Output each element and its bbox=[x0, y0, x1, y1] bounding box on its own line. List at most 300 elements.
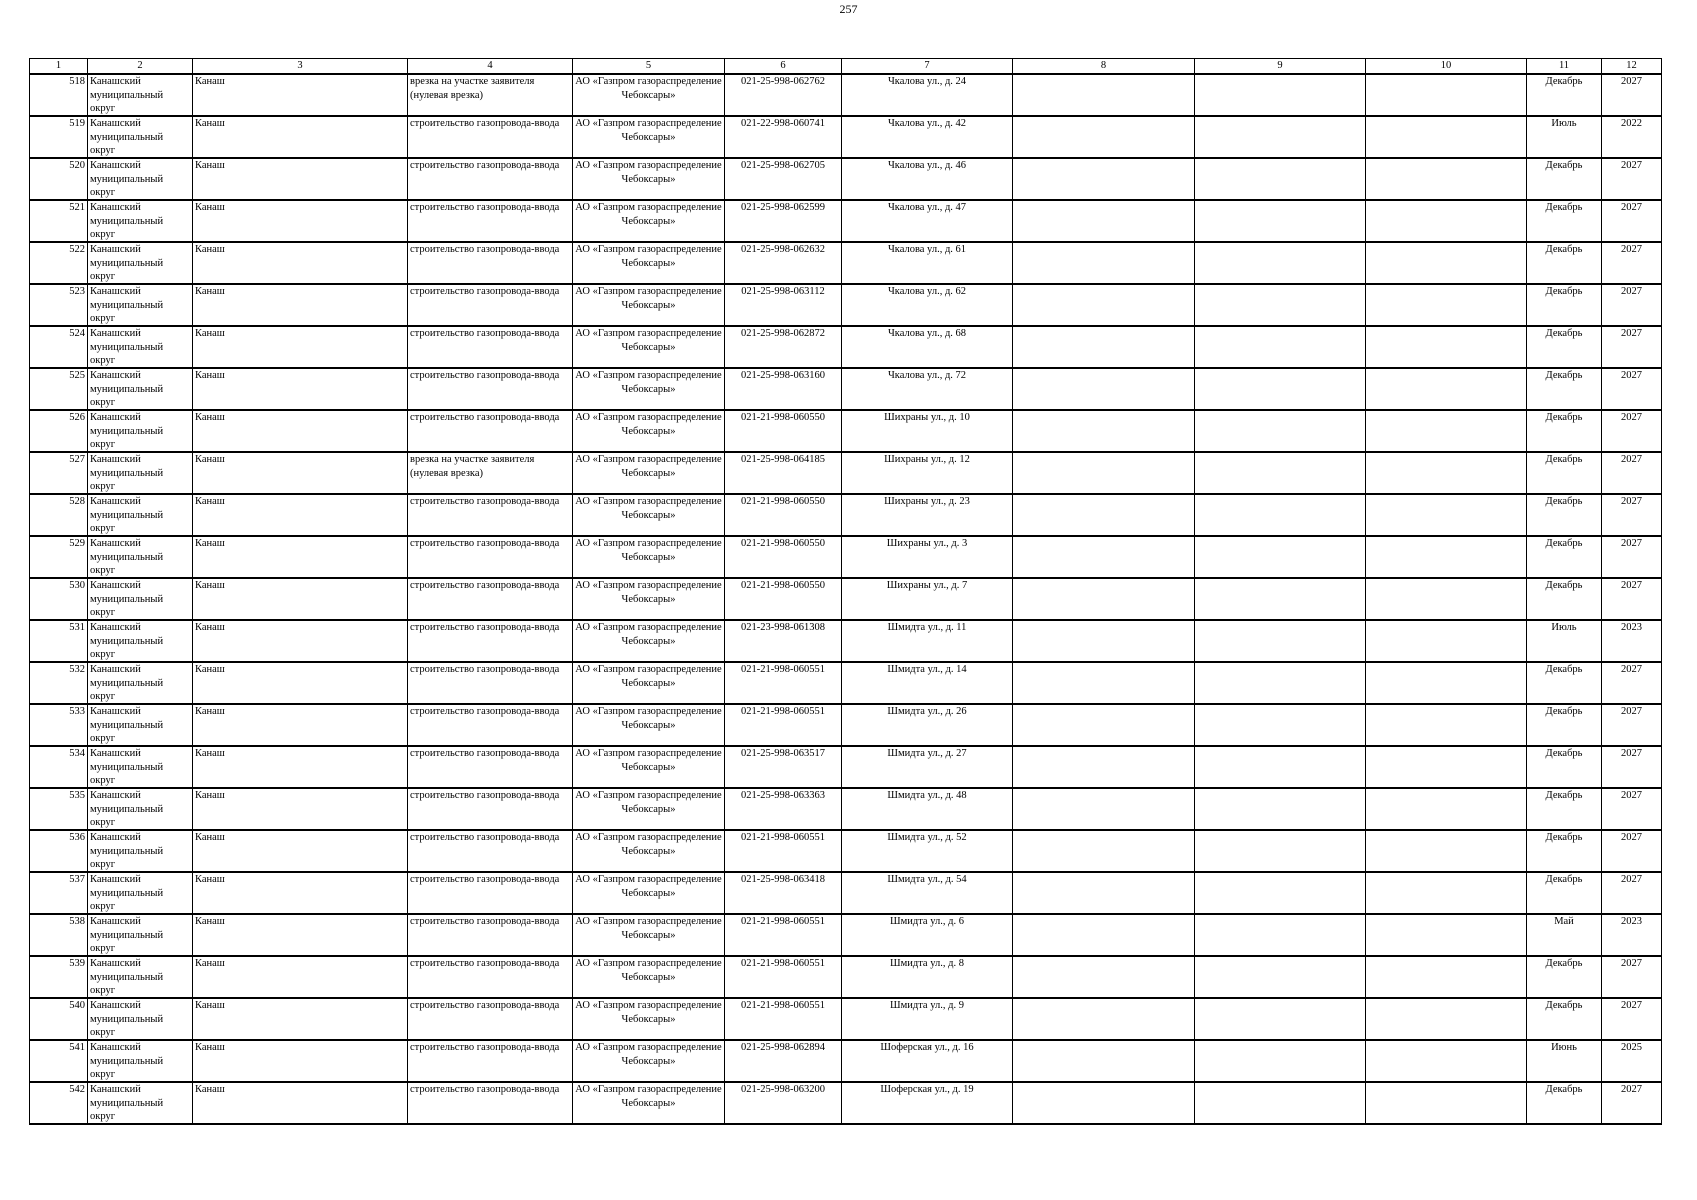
city-cell bbox=[193, 788, 408, 830]
code-cell bbox=[725, 452, 842, 494]
district-cell bbox=[88, 998, 193, 1040]
empty-cell-text bbox=[1368, 621, 1524, 661]
address-cell bbox=[842, 284, 1013, 326]
city-cell bbox=[193, 998, 408, 1040]
city-cell-text: Канаш bbox=[195, 328, 225, 339]
table-row bbox=[30, 956, 1662, 998]
empty-cell bbox=[1195, 494, 1366, 536]
work-type-cell-text: строительство газопровода-ввода bbox=[410, 370, 560, 381]
empty-cell-text bbox=[1368, 159, 1524, 199]
year-cell bbox=[1602, 368, 1662, 410]
organization-cell-text: АО «Газпром газораспределение Чебоксары» bbox=[575, 328, 722, 353]
city-cell-text: Канаш bbox=[195, 538, 225, 549]
work-type-cell-text: строительство газопровода-ввода bbox=[410, 1042, 560, 1053]
month-cell-text: Декабрь bbox=[1545, 328, 1583, 339]
empty-cell bbox=[1366, 368, 1527, 410]
month-cell bbox=[1527, 158, 1602, 200]
organization-cell-text: АО «Газпром газораспределение Чебоксары» bbox=[575, 916, 722, 941]
city-cell-text: Канаш bbox=[195, 748, 225, 759]
empty-cell bbox=[1195, 452, 1366, 494]
code-cell-text: 021-23-998-061308 bbox=[741, 622, 825, 633]
empty-cell bbox=[1013, 704, 1195, 746]
month-cell bbox=[1527, 1082, 1602, 1124]
district-cell-text: Канашский муниципальный округ bbox=[90, 202, 164, 241]
month-cell bbox=[1527, 284, 1602, 326]
empty-cell bbox=[1013, 200, 1195, 242]
district-cell bbox=[88, 452, 193, 494]
empty-cell bbox=[1366, 788, 1527, 830]
organization-cell bbox=[573, 536, 725, 578]
district-cell-text: Канашский муниципальный округ bbox=[90, 664, 164, 703]
table-row bbox=[30, 116, 1662, 158]
organization-cell bbox=[573, 368, 725, 410]
empty-cell bbox=[1366, 536, 1527, 578]
empty-cell bbox=[1195, 746, 1366, 788]
year-cell-text: 2023 bbox=[1621, 622, 1642, 633]
city-cell bbox=[193, 662, 408, 704]
work-type-cell bbox=[408, 200, 573, 242]
year-cell bbox=[1602, 74, 1662, 116]
work-type-cell bbox=[408, 452, 573, 494]
row-number-cell-text: 523 bbox=[69, 286, 85, 297]
empty-cell bbox=[1366, 326, 1527, 368]
month-cell bbox=[1527, 578, 1602, 620]
address-cell bbox=[842, 872, 1013, 914]
empty-cell-text bbox=[1368, 453, 1524, 493]
code-cell-text: 021-25-998-063363 bbox=[741, 790, 825, 801]
organization-cell bbox=[573, 410, 725, 452]
year-cell bbox=[1602, 1082, 1662, 1124]
month-cell-text: Декабрь bbox=[1545, 454, 1583, 465]
month-cell bbox=[1527, 326, 1602, 368]
address-cell bbox=[842, 368, 1013, 410]
table-row bbox=[30, 158, 1662, 200]
row-number-cell bbox=[30, 284, 88, 326]
month-cell bbox=[1527, 662, 1602, 704]
empty-cell bbox=[1013, 578, 1195, 620]
district-cell-text: Канашский муниципальный округ bbox=[90, 1042, 164, 1081]
empty-cell-text bbox=[1015, 117, 1192, 157]
row-number-cell bbox=[30, 914, 88, 956]
empty-cell-text bbox=[1015, 705, 1192, 745]
row-number-cell-text: 538 bbox=[69, 916, 85, 927]
city-cell bbox=[193, 242, 408, 284]
address-cell bbox=[842, 536, 1013, 578]
empty-cell-text bbox=[1015, 579, 1192, 619]
table-row bbox=[30, 536, 1662, 578]
city-cell-text: Канаш bbox=[195, 664, 225, 675]
city-cell-text: Канаш bbox=[195, 958, 225, 969]
row-number-cell bbox=[30, 74, 88, 116]
month-cell-text: Декабрь bbox=[1545, 748, 1583, 759]
district-cell bbox=[88, 746, 193, 788]
month-cell-text: Декабрь bbox=[1545, 202, 1583, 213]
organization-cell bbox=[573, 704, 725, 746]
code-cell-text: 021-25-998-063200 bbox=[741, 1084, 825, 1095]
address-cell-text: Шмидта ул., д. 27 bbox=[887, 748, 967, 759]
city-cell bbox=[193, 620, 408, 662]
work-type-cell-text: строительство газопровода-ввода bbox=[410, 538, 560, 549]
year-cell-text: 2027 bbox=[1621, 454, 1642, 465]
row-number-cell-text: 526 bbox=[69, 412, 85, 423]
city-cell bbox=[193, 284, 408, 326]
month-cell bbox=[1527, 116, 1602, 158]
empty-cell-text bbox=[1197, 369, 1363, 409]
year-cell-text: 2027 bbox=[1621, 412, 1642, 423]
row-number-cell bbox=[30, 830, 88, 872]
empty-cell bbox=[1013, 662, 1195, 704]
empty-cell bbox=[1195, 536, 1366, 578]
year-cell bbox=[1602, 284, 1662, 326]
month-cell bbox=[1527, 410, 1602, 452]
row-number-cell bbox=[30, 494, 88, 536]
code-cell-text: 021-25-998-063418 bbox=[741, 874, 825, 885]
work-type-cell-text: строительство газопровода-ввода bbox=[410, 286, 560, 297]
empty-cell bbox=[1366, 200, 1527, 242]
month-cell bbox=[1527, 914, 1602, 956]
empty-cell bbox=[1366, 74, 1527, 116]
city-cell bbox=[193, 158, 408, 200]
empty-cell bbox=[1366, 578, 1527, 620]
city-cell bbox=[193, 956, 408, 998]
organization-cell bbox=[573, 578, 725, 620]
organization-cell-text: АО «Газпром газораспределение Чебоксары» bbox=[575, 664, 722, 689]
month-cell bbox=[1527, 746, 1602, 788]
month-cell-text: Декабрь bbox=[1545, 286, 1583, 297]
year-cell bbox=[1602, 116, 1662, 158]
city-cell-text: Канаш bbox=[195, 118, 225, 129]
organization-cell bbox=[573, 746, 725, 788]
district-cell bbox=[88, 1040, 193, 1082]
city-cell-text: Канаш bbox=[195, 244, 225, 255]
city-cell-text: Канаш bbox=[195, 622, 225, 633]
empty-cell-text bbox=[1197, 1041, 1363, 1081]
empty-cell-text bbox=[1197, 411, 1363, 451]
city-cell bbox=[193, 200, 408, 242]
city-cell-text: Канаш bbox=[195, 874, 225, 885]
district-cell bbox=[88, 200, 193, 242]
district-cell-text: Канашский муниципальный округ bbox=[90, 748, 164, 787]
city-cell-text: Канаш bbox=[195, 202, 225, 213]
month-cell-text: Декабрь bbox=[1545, 370, 1583, 381]
empty-cell-text bbox=[1368, 579, 1524, 619]
organization-cell bbox=[573, 1040, 725, 1082]
row-number-cell-text: 534 bbox=[69, 748, 85, 759]
empty-cell-text bbox=[1197, 915, 1363, 955]
month-cell bbox=[1527, 242, 1602, 284]
table-row bbox=[30, 704, 1662, 746]
row-number-cell-text: 521 bbox=[69, 202, 85, 213]
empty-cell bbox=[1366, 494, 1527, 536]
work-type-cell-text: врезка на участке заявителя (нулевая врезка) bbox=[410, 454, 535, 479]
empty-cell-text bbox=[1015, 159, 1192, 199]
organization-cell bbox=[573, 998, 725, 1040]
city-cell bbox=[193, 326, 408, 368]
empty-cell-text bbox=[1197, 999, 1363, 1039]
organization-cell-text: АО «Газпром газораспределение Чебоксары» bbox=[575, 790, 722, 815]
empty-cell bbox=[1366, 410, 1527, 452]
city-cell-text: Канаш bbox=[195, 580, 225, 591]
month-cell bbox=[1527, 200, 1602, 242]
empty-cell-text bbox=[1197, 579, 1363, 619]
district-cell-text: Канашский муниципальный округ bbox=[90, 1000, 164, 1039]
year-cell bbox=[1602, 158, 1662, 200]
address-cell bbox=[842, 998, 1013, 1040]
empty-cell-text bbox=[1197, 285, 1363, 325]
district-cell bbox=[88, 956, 193, 998]
empty-cell bbox=[1013, 158, 1195, 200]
empty-cell-text bbox=[1197, 705, 1363, 745]
address-cell-text: Шихраны ул., д. 12 bbox=[884, 454, 970, 465]
empty-cell bbox=[1195, 410, 1366, 452]
empty-cell-text bbox=[1368, 327, 1524, 367]
empty-cell-text bbox=[1368, 117, 1524, 157]
empty-cell bbox=[1195, 704, 1366, 746]
empty-cell-text bbox=[1368, 243, 1524, 283]
address-cell bbox=[842, 494, 1013, 536]
row-number-cell bbox=[30, 578, 88, 620]
empty-cell bbox=[1366, 452, 1527, 494]
year-cell-text: 2022 bbox=[1621, 118, 1642, 129]
district-cell-text: Канашский муниципальный округ bbox=[90, 622, 164, 661]
address-cell-text: Чкалова ул., д. 61 bbox=[887, 244, 967, 255]
district-cell bbox=[88, 410, 193, 452]
empty-cell bbox=[1366, 956, 1527, 998]
table-row bbox=[30, 872, 1662, 914]
district-cell-text: Канашский муниципальный округ bbox=[90, 580, 164, 619]
empty-cell bbox=[1013, 1040, 1195, 1082]
row-number-cell-text: 520 bbox=[69, 160, 85, 171]
work-type-cell-text: строительство газопровода-ввода bbox=[410, 580, 560, 591]
address-cell-text: Шихраны ул., д. 3 bbox=[886, 538, 968, 549]
empty-cell bbox=[1366, 284, 1527, 326]
month-cell-text: Декабрь bbox=[1545, 244, 1583, 255]
code-cell bbox=[725, 998, 842, 1040]
empty-cell-text bbox=[1197, 201, 1363, 241]
empty-cell-text bbox=[1368, 915, 1524, 955]
year-cell-text: 2027 bbox=[1621, 286, 1642, 297]
month-cell-text: Декабрь bbox=[1545, 538, 1583, 549]
district-cell bbox=[88, 494, 193, 536]
row-number-cell bbox=[30, 998, 88, 1040]
row-number-cell-text: 541 bbox=[69, 1042, 85, 1053]
table-row bbox=[30, 452, 1662, 494]
code-cell bbox=[725, 788, 842, 830]
code-cell-text: 021-21-998-060551 bbox=[741, 664, 825, 675]
month-cell bbox=[1527, 704, 1602, 746]
organization-cell-text: АО «Газпром газораспределение Чебоксары» bbox=[575, 538, 722, 563]
year-cell bbox=[1602, 410, 1662, 452]
month-cell-text: Декабрь bbox=[1545, 1084, 1583, 1095]
district-cell bbox=[88, 620, 193, 662]
year-cell bbox=[1602, 998, 1662, 1040]
empty-cell bbox=[1366, 1040, 1527, 1082]
year-cell-text: 2027 bbox=[1621, 874, 1642, 885]
organization-cell-text: АО «Газпром газораспределение Чебоксары» bbox=[575, 76, 722, 101]
empty-cell bbox=[1013, 620, 1195, 662]
district-cell bbox=[88, 872, 193, 914]
empty-cell bbox=[1013, 326, 1195, 368]
empty-cell bbox=[1366, 158, 1527, 200]
organization-cell-text: АО «Газпром газораспределение Чебоксары» bbox=[575, 202, 722, 227]
work-type-cell bbox=[408, 242, 573, 284]
empty-cell bbox=[1195, 998, 1366, 1040]
year-cell-text: 2027 bbox=[1621, 832, 1642, 843]
empty-cell-text bbox=[1368, 1041, 1524, 1081]
empty-cell-text bbox=[1368, 789, 1524, 829]
empty-cell bbox=[1195, 1082, 1366, 1124]
organization-cell bbox=[573, 830, 725, 872]
empty-cell bbox=[1013, 410, 1195, 452]
empty-cell-text bbox=[1015, 411, 1192, 451]
month-cell-text: Декабрь bbox=[1545, 412, 1583, 423]
year-cell bbox=[1602, 200, 1662, 242]
empty-cell bbox=[1195, 368, 1366, 410]
district-cell-text: Канашский муниципальный округ bbox=[90, 1084, 164, 1123]
empty-cell bbox=[1195, 872, 1366, 914]
organization-cell bbox=[573, 1082, 725, 1124]
address-cell-text: Шмидта ул., д. 26 bbox=[887, 706, 967, 717]
table-row bbox=[30, 368, 1662, 410]
city-cell bbox=[193, 746, 408, 788]
empty-cell-text bbox=[1368, 369, 1524, 409]
year-cell-text: 2027 bbox=[1621, 328, 1642, 339]
year-cell-text: 2023 bbox=[1621, 916, 1642, 927]
city-cell bbox=[193, 578, 408, 620]
work-type-cell bbox=[408, 578, 573, 620]
work-type-cell bbox=[408, 704, 573, 746]
organization-cell-text: АО «Газпром газораспределение Чебоксары» bbox=[575, 286, 722, 311]
district-cell-text: Канашский муниципальный округ bbox=[90, 916, 164, 955]
year-cell-text: 2027 bbox=[1621, 160, 1642, 171]
address-cell-text: Чкалова ул., д. 42 bbox=[887, 118, 967, 129]
empty-cell bbox=[1013, 872, 1195, 914]
month-cell-text: Декабрь bbox=[1545, 496, 1583, 507]
organization-cell-text: АО «Газпром газораспределение Чебоксары» bbox=[575, 874, 722, 899]
row-number-cell-text: 527 bbox=[69, 454, 85, 465]
work-type-cell bbox=[408, 1082, 573, 1124]
city-cell bbox=[193, 830, 408, 872]
work-type-cell-text: строительство газопровода-ввода bbox=[410, 1000, 560, 1011]
month-cell bbox=[1527, 788, 1602, 830]
year-cell-text: 2027 bbox=[1621, 370, 1642, 381]
organization-cell-text: АО «Газпром газораспределение Чебоксары» bbox=[575, 412, 722, 437]
code-cell-text: 021-25-998-062762 bbox=[741, 76, 825, 87]
address-cell bbox=[842, 410, 1013, 452]
empty-cell bbox=[1195, 830, 1366, 872]
organization-cell bbox=[573, 116, 725, 158]
empty-cell-text bbox=[1368, 957, 1524, 997]
empty-cell-text bbox=[1015, 75, 1192, 115]
code-cell bbox=[725, 1082, 842, 1124]
organization-cell-text: АО «Газпром газораспределение Чебоксары» bbox=[575, 454, 722, 479]
work-type-cell bbox=[408, 536, 573, 578]
code-cell bbox=[725, 284, 842, 326]
month-cell-text: Декабрь bbox=[1545, 874, 1583, 885]
organization-cell bbox=[573, 956, 725, 998]
empty-cell-text bbox=[1015, 453, 1192, 493]
month-cell-text: Декабрь bbox=[1545, 958, 1583, 969]
empty-cell-text bbox=[1015, 243, 1192, 283]
address-cell bbox=[842, 74, 1013, 116]
empty-cell bbox=[1195, 74, 1366, 116]
city-cell-text: Канаш bbox=[195, 1084, 225, 1095]
empty-cell-text bbox=[1197, 117, 1363, 157]
city-cell bbox=[193, 410, 408, 452]
month-cell bbox=[1527, 1040, 1602, 1082]
work-type-cell bbox=[408, 74, 573, 116]
code-cell-text: 021-25-998-063517 bbox=[741, 748, 825, 759]
empty-cell bbox=[1195, 914, 1366, 956]
empty-cell bbox=[1013, 914, 1195, 956]
organization-cell bbox=[573, 242, 725, 284]
work-type-cell-text: строительство газопровода-ввода bbox=[410, 412, 560, 423]
year-cell bbox=[1602, 872, 1662, 914]
table-row bbox=[30, 1082, 1662, 1124]
code-cell bbox=[725, 536, 842, 578]
column-header: 8 bbox=[1013, 59, 1195, 75]
city-cell bbox=[193, 74, 408, 116]
month-cell-text: Июнь bbox=[1551, 1042, 1577, 1053]
column-header: 11 bbox=[1527, 59, 1602, 75]
table-row bbox=[30, 242, 1662, 284]
year-cell bbox=[1602, 662, 1662, 704]
organization-cell-text: АО «Газпром газораспределение Чебоксары» bbox=[575, 118, 722, 143]
year-cell bbox=[1602, 452, 1662, 494]
column-header: 10 bbox=[1366, 59, 1527, 75]
year-cell bbox=[1602, 830, 1662, 872]
row-number-cell bbox=[30, 1082, 88, 1124]
address-cell bbox=[842, 788, 1013, 830]
empty-cell-text bbox=[1368, 831, 1524, 871]
code-cell-text: 021-21-998-060551 bbox=[741, 916, 825, 927]
district-cell bbox=[88, 788, 193, 830]
code-cell bbox=[725, 242, 842, 284]
work-type-cell bbox=[408, 914, 573, 956]
district-cell bbox=[88, 242, 193, 284]
district-cell-text: Канашский муниципальный округ bbox=[90, 832, 164, 871]
empty-cell-text bbox=[1015, 1083, 1192, 1123]
organization-cell-text: АО «Газпром газораспределение Чебоксары» bbox=[575, 496, 722, 521]
row-number-cell-text: 542 bbox=[69, 1084, 85, 1095]
column-header: 6 bbox=[725, 59, 842, 75]
work-type-cell-text: строительство газопровода-ввода bbox=[410, 328, 560, 339]
month-cell-text: Декабрь bbox=[1545, 160, 1583, 171]
district-cell bbox=[88, 662, 193, 704]
organization-cell-text: АО «Газпром газораспределение Чебоксары» bbox=[575, 706, 722, 731]
address-cell-text: Шмидта ул., д. 6 bbox=[890, 916, 964, 927]
empty-cell-text bbox=[1368, 747, 1524, 787]
empty-cell-text bbox=[1197, 747, 1363, 787]
city-cell-text: Канаш bbox=[195, 412, 225, 423]
empty-cell-text bbox=[1197, 663, 1363, 703]
work-type-cell bbox=[408, 956, 573, 998]
address-cell-text: Шоферская ул., д. 16 bbox=[880, 1042, 974, 1053]
year-cell bbox=[1602, 704, 1662, 746]
code-cell bbox=[725, 158, 842, 200]
empty-cell-text bbox=[1368, 201, 1524, 241]
column-header: 7 bbox=[842, 59, 1013, 75]
column-header: 5 bbox=[573, 59, 725, 75]
empty-cell-text bbox=[1197, 75, 1363, 115]
empty-cell bbox=[1195, 200, 1366, 242]
empty-cell bbox=[1013, 452, 1195, 494]
organization-cell-text: АО «Газпром газораспределение Чебоксары» bbox=[575, 622, 722, 647]
empty-cell bbox=[1366, 1082, 1527, 1124]
address-cell-text: Шмидта ул., д. 11 bbox=[887, 622, 967, 633]
empty-cell-text bbox=[1368, 75, 1524, 115]
district-cell bbox=[88, 116, 193, 158]
